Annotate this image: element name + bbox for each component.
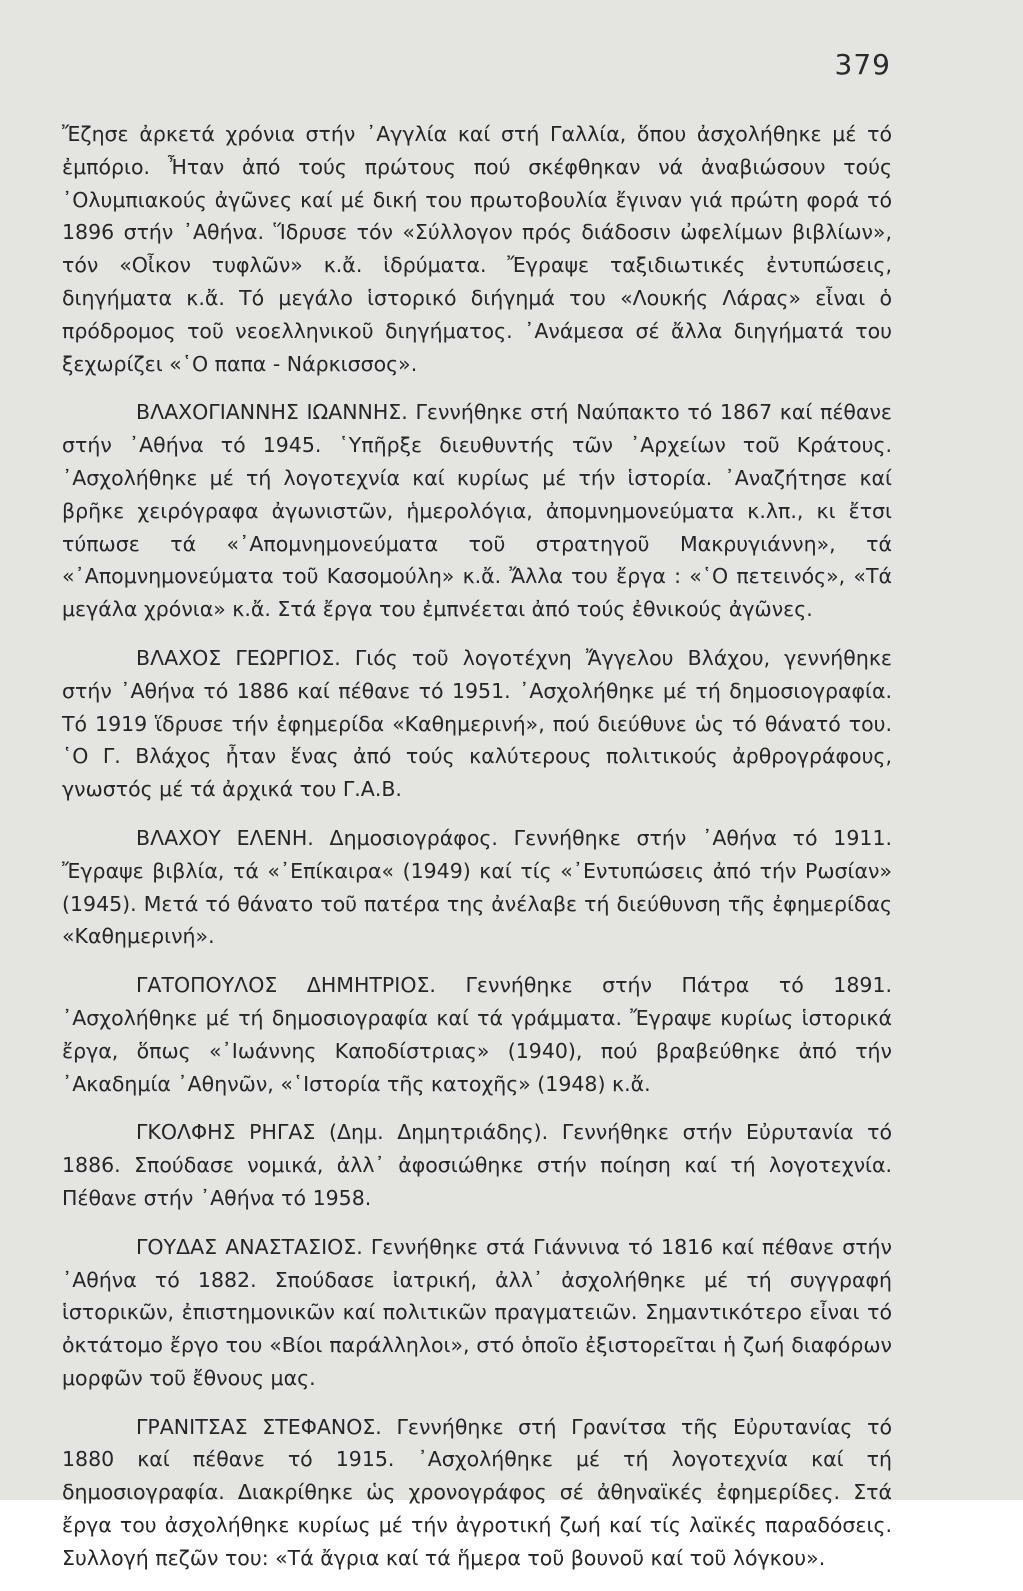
entry-vlachos: ΒΛΑΧΟΣ ΓΕΩΡΓΙΟΣ. Γιός τοῦ λογοτέχνη Ἄγγελου Βλάχου, γεννήθηκε στήν ᾿Αθήνα τό 1886 καί πέθανε τό 1951. ᾿Ασχολήθηκε μέ τή δημοσιογραφία. Τό 1919 ἵδρυσε τήν ἐφημερίδα «Καθημερινή», πού διεύθυνε ὡς τό θάνατό του. ῾Ο Γ. Βλάχος ἦταν ἕνας ἀπό τούς καλύτερους πολιτικούς ἀρθρογράφους, γνωστός μέ τά ἀρχικά του Γ.Α.Β. <box>62 645 892 802</box>
entry-gatopoulos: ΓΑΤΟΠΟΥΛΟΣ ΔΗΜΗΤΡΙΟΣ. Γεννήθηκε στήν Πάτρα τό 1891. ᾿Ασχολήθηκε μέ τή δημοσιογραφία καί τά γράμματα. Ἔγραψε κυρίως ἱστορικά ἔργα, ὅπως «᾿Ιωάννης Καποδίστριας» (1940), πού βραβεύθηκε ἀπό τήν ᾿Ακαδημία ᾿Αθηνῶν, «῾Ιστορία τῆς κατοχῆς» (1948) κ.ἄ. <box>62 973 892 1096</box>
entry-continuation: Ἔζησε ἀρκετά χρόνια στήν ᾿Αγγλία καί στή Γαλλία, ὅπου ἀσχολήθηκε μέ τό ἐμπόριο. Ἦταν ἀπό τούς πρώτους πού σκέφθηκαν νά ἀναβιώσουν τούς ᾿Ολυμπιακούς ἀγῶνες καί μέ δική του πρωτοβουλία ἔγιναν γιά πρώτη φορά τό 1896 στήν ᾿Αθήνα. Ἵδρυσε τόν «Σύλλογον πρός διάδοσιν ὠφελίμων βιβλίων», τόν «Οἶκον τυφλῶν» κ.ἄ. ἱδρύματα. Ἔγραψε ταξιδιωτικές ἐντυπώσεις, διηγήματα κ.ἄ. Τό μεγάλο ἱστορικό διήγημά του «Λουκής Λάρας» εἶναι ὁ πρόδρομος τοῦ νεοελληνικοῦ διηγήματος. ᾿Ανάμεσα σέ ἄλλα διηγήματά του ξεχωρίζει «῾Ο παπα - Νάρκισσος». <box>62 122 892 376</box>
entry-vlachogiannis: ΒΛΑΧΟΓΙΑΝΝΗΣ ΙΩΑΝΝΗΣ. Γεννήθηκε στή Ναύπακτο τό 1867 καί πέθανε στήν ᾿Αθήνα τό 1945. ῾Υπῆρξε διευθυντής τῶν ᾿Αρχείων τοῦ Κράτους. ᾿Ασχολήθηκε μέ τή λογοτεχνία καί κυρίως μέ τήν ἱστορία. ᾿Αναζήτησε καί βρῆκε χειρόγραφα ἀγωνιστῶν, ἡμερολόγια, ἀπομνημονεύματα κ.λπ., κι ἔτσι τύπωσε τά «᾿Απομνημονεύματα τοῦ στρατηγοῦ Μακρυγιάννη», τά «᾿Απομνημονεύματα τοῦ Κασομούλη» κ.ἄ. Ἄλλα του ἔργα : «῾Ο πετεινός», «Τά μεγάλα χρόνια» κ.ἄ. Στά ἔργα του ἐμπνέεται ἀπό τούς ἐθνικούς ἀγῶνες. <box>62 400 892 622</box>
entry-granitsas: ΓΡΑΝΙΤΣΑΣ ΣΤΕΦΑΝΟΣ. Γεννήθηκε στή Γρανίτσα τῆς Εὐρυτανίας τό 1880 καί πέθανε τό 1915. ᾿Ασχολήθηκε μέ τή λογοτεχνία καί τή δημοσιογραφία. Διακρίθηκε ὡς χρονογράφος σέ ἀθηναϊκές ἐφημερίδες. Στά ἔργα του ἀσχολήθηκε κυρίως μέ τήν ἀγροτική ζωή καί τίς λαϊκές παραδόσεις. Συλλογή πεζῶν του: «Τά ἄγρια καί τά ἥμερα τοῦ βουνοῦ καί τοῦ λόγκου». <box>62 1414 892 1570</box>
entry-vlachou: ΒΛΑΧΟΥ ΕΛΕΝΗ. Δημοσιογράφος. Γεννήθηκε στήν ᾿Αθήνα τό 1911. Ἔγραψε βιβλία, τά «᾿Επίκαιρα« (1949) καί τίς «᾿Εντυπώσεις ἀπό τήν Ρωσίαν» (1945). Μετά τό θάνατο τοῦ πατέρα της ἀνέλαβε τή διεύθυνση τῆς ἐφημερίδας «Καθημερινή». <box>62 825 892 949</box>
entry-gkolfis: ΓΚΟΛΦΗΣ ΡΗΓΑΣ (Δημ. Δημητριάδης). Γεννήθηκε στήν Εὐρυτανία τό 1886. Σπούδασε νομικά, ἀλλ᾿ ἀφοσιώθηκε στήν ποίηση καί τή λογοτεχνία. Πέθανε στήν ᾿Αθήνα τό 1958. <box>62 1120 892 1210</box>
entry-goudas: ΓΟΥΔΑΣ ΑΝΑΣΤΑΣΙΟΣ. Γεννήθηκε στά Γιάννινα τό 1816 καί πέθανε στήν ᾿Αθήνα τό 1882. Σπούδασε ἰατρική, ἀλλ᾿ ἀσχολήθηκε μέ τή συγγραφή ἱστορικῶν, ἐπιστημονικῶν καί πολιτικῶν πραγματειῶν. Σημαντικότερο εἶναι τό ὀκτάτομο ἔργο του «Βίοι παράλληλοι», στό ὁποῖο ἐξιστορεῖται ἡ ζωή διαφόρων μορφῶν τοῦ ἔθνους μας. <box>62 1234 892 1390</box>
text-column <box>62 118 892 1591</box>
page-number: 379 <box>834 48 891 81</box>
